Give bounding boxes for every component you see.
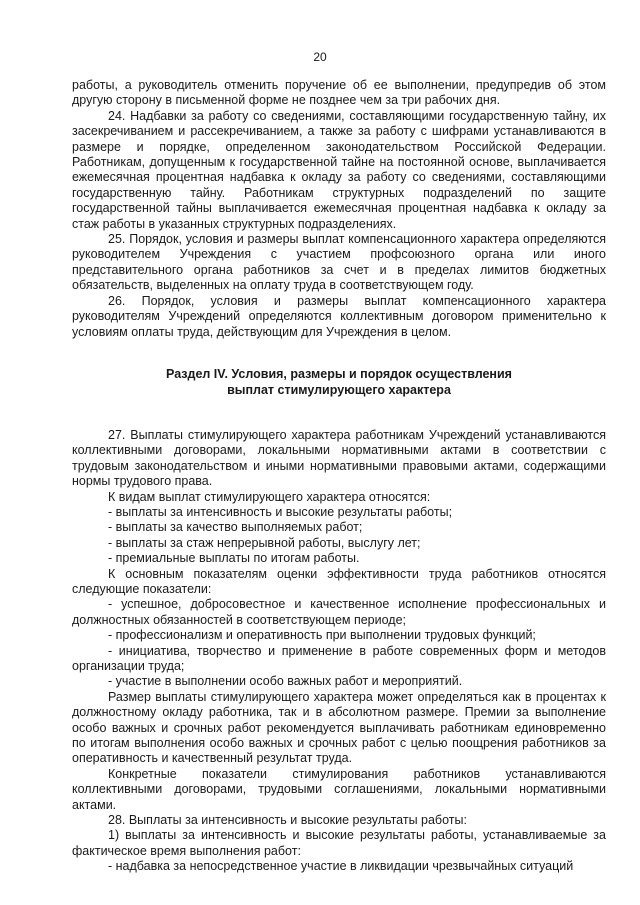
list-item: - выплаты за качество выполняемых работ;	[108, 520, 363, 535]
list-item: - надбавка за непосредственное участие в ликвидации чрезвычайных ситуаций	[108, 859, 574, 874]
paragraph-indicators: Конкретные показатели стимулирования работников устанавливаются коллективными договорами, трудовыми соглашениями, локальными нормативными актами.	[72, 766, 606, 812]
paragraph-28: 28. Выплаты за интенсивность и высокие результаты работы:	[108, 813, 467, 828]
section-heading-line-1: Раздел IV. Условия, размеры и порядок осуществления	[166, 366, 512, 381]
paragraph-28-1: 1) выплаты за интенсивность и высокие результаты работы, устанавливаемые за фактическое время выполнения работ:	[72, 828, 606, 858]
paragraph-24: 24. Надбавки за работу со сведениями, составляющими государственную тайну, их засекречиванием и рассекречиванием, а также за работу с шифрами устанавливаются в размере и порядке, определенном законодательством Российской Федерации. Работникам, допущенным к государственной тайне на постоянной основе, выплачивается ежемесячная процентная надбавка к окладу за работу со сведениями, составляющими государственную тайну. Работникам структурных подразделений по защите государственной тайны выплачивается ежемесячная процентная надбавка к окладу за стаж работы в указанных структурных подразделениях.	[72, 108, 606, 231]
page-number: 20	[313, 50, 327, 64]
list-intro-indicators: К основным показателям оценки эффективности труда работников относятся следующие показатели:	[72, 566, 606, 596]
section-heading-line-2: выплат стимулирующего характера	[227, 382, 451, 397]
paragraph-26: 26. Порядок, условия и размеры выплат компенсационного характера руководителям Учреждений определяются коллективным договором применительно к условиям оплаты труда, действующим для Учреждения в целом.	[72, 293, 606, 339]
list-item: - участие в выполнении особо важных работ и мероприятий.	[108, 674, 463, 689]
list-item: - выплаты за интенсивность и высокие результаты работы;	[108, 504, 453, 519]
list-item: - выплаты за стаж непрерывной работы, выслугу лет;	[108, 535, 421, 550]
section-heading	[72, 366, 606, 398]
paragraph-27: 27. Выплаты стимулирующего характера работникам Учреждений устанавливаются коллективными договорами, локальными нормативными актами в соответствии с трудовым законодательством и иными нормативными правовыми актами, содержащими нормы трудового права.	[72, 427, 606, 489]
document-body	[72, 78, 606, 875]
list-intro-types: К видам выплат стимулирующего характера относятся:	[108, 489, 431, 504]
paragraph-bonus-size: Размер выплаты стимулирующего характера может определяться как в процентах к должностному окладу работника, так и в абсолютном размере. Премии за выполнение особо важных и срочных работ рекомендуется выплачивать работникам единовременно по итогам выполнения особо важных и срочных работ с целью поощрения работников за оперативность и качественный результат труда.	[72, 689, 606, 766]
paragraph-25: 25. Порядок, условия и размеры выплат компенсационного характера определяются руководителем Учреждения с участием профсоюзного органа или иного представительного органа работников за счет и в пределах лимитов бюджетных обязательств, выделенных на оплату труда в соответствующем году.	[72, 232, 606, 293]
spacer	[72, 398, 606, 428]
list-item: - премиальные выплаты по итогам работы.	[108, 551, 360, 566]
list-item: - профессионализм и оперативность при выполнении трудовых функций;	[108, 628, 536, 643]
paragraph-continuation: работы, а руководитель отменить поручение об ее выполнении, предупредив об этом другую сторону в письменной форме не позднее чем за три рабочих дня.	[72, 78, 606, 108]
list-item: - успешное, добросовестное и качественное исполнение профессиональных и должностных обязанностей в соответствующем периоде;	[72, 597, 606, 627]
list-item: - инициатива, творчество и применение в работе современных форм и методов организации труда;	[72, 643, 606, 673]
